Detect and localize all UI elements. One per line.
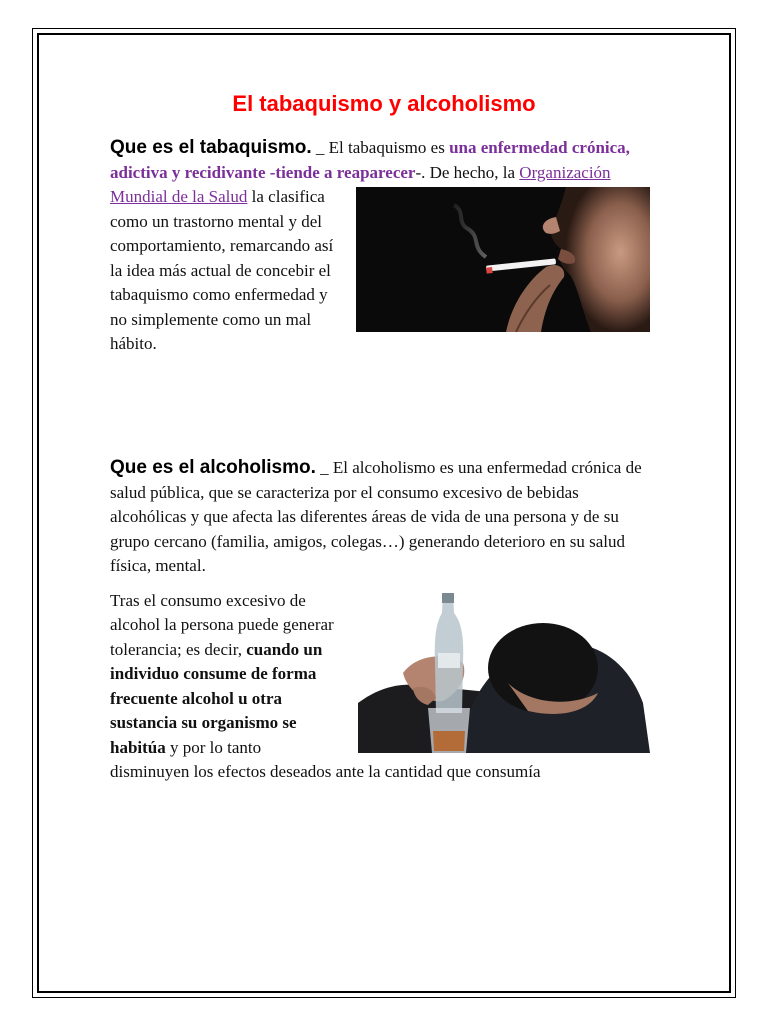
section-tabaquismo bbox=[110, 136, 650, 357]
alcoholismo-bold-text: cuando un individuo consume de forma frecuente alcohol u otra sustancia su organismo se habitúa bbox=[110, 639, 323, 757]
section-alcoholismo bbox=[110, 456, 650, 785]
oms-link[interactable]: Organización Mundial de la Salud bbox=[110, 162, 611, 206]
alcoholismo-heading: Que es el alcoholismo. bbox=[110, 457, 316, 478]
document-title: El tabaquismo y alcoholismo bbox=[232, 91, 536, 116]
tabaquismo-highlight: una enfermedad crónica, adictiva y recidivante -tiende a reaparecer bbox=[110, 138, 630, 182]
tabaquismo-text-1: El tabaquismo es bbox=[328, 138, 450, 157]
drunk-man-photo bbox=[358, 593, 650, 753]
tabaquismo-paragraph bbox=[110, 136, 650, 357]
smoker-photo bbox=[356, 187, 650, 332]
tabaquismo-text-2: -. De hecho, la bbox=[415, 162, 520, 182]
alcoholismo-text-2b: y por lo tanto disminuyen los efectos deseados ante la cantidad que consumía bbox=[110, 737, 541, 781]
alcoholismo-paragraph-1 bbox=[110, 456, 650, 579]
document-content bbox=[110, 86, 650, 781]
tabaquismo-heading: Que es el tabaquismo. bbox=[110, 137, 312, 158]
alcoholismo-paragraph-2 bbox=[110, 589, 650, 785]
alcoholismo-text-2a: Tras el consumo excesivo de alcohol la persona puede generar tolerancia; es decir, bbox=[110, 590, 334, 659]
alcoholismo-text-1: El alcoholismo es una enfermedad crónica de salud pública, que se caracteriza por el consumo excesivo de bebidas alcohólicas y que afecta las diferentes áreas de vida de una persona y de su grupo cercano (familia, amigos, colegas…) generando deterioro en su salud física, mental. bbox=[110, 458, 642, 575]
tabaquismo-text-3: la clasifica como un trastorno mental y del comportamiento, remarcando así la idea más actual de concebir el tabaquismo como enfermedad y no simplemente como un mal hábito. bbox=[110, 187, 334, 353]
tabaquismo-separator: _ bbox=[311, 138, 329, 157]
alcoholismo-separator: _ bbox=[315, 458, 333, 477]
